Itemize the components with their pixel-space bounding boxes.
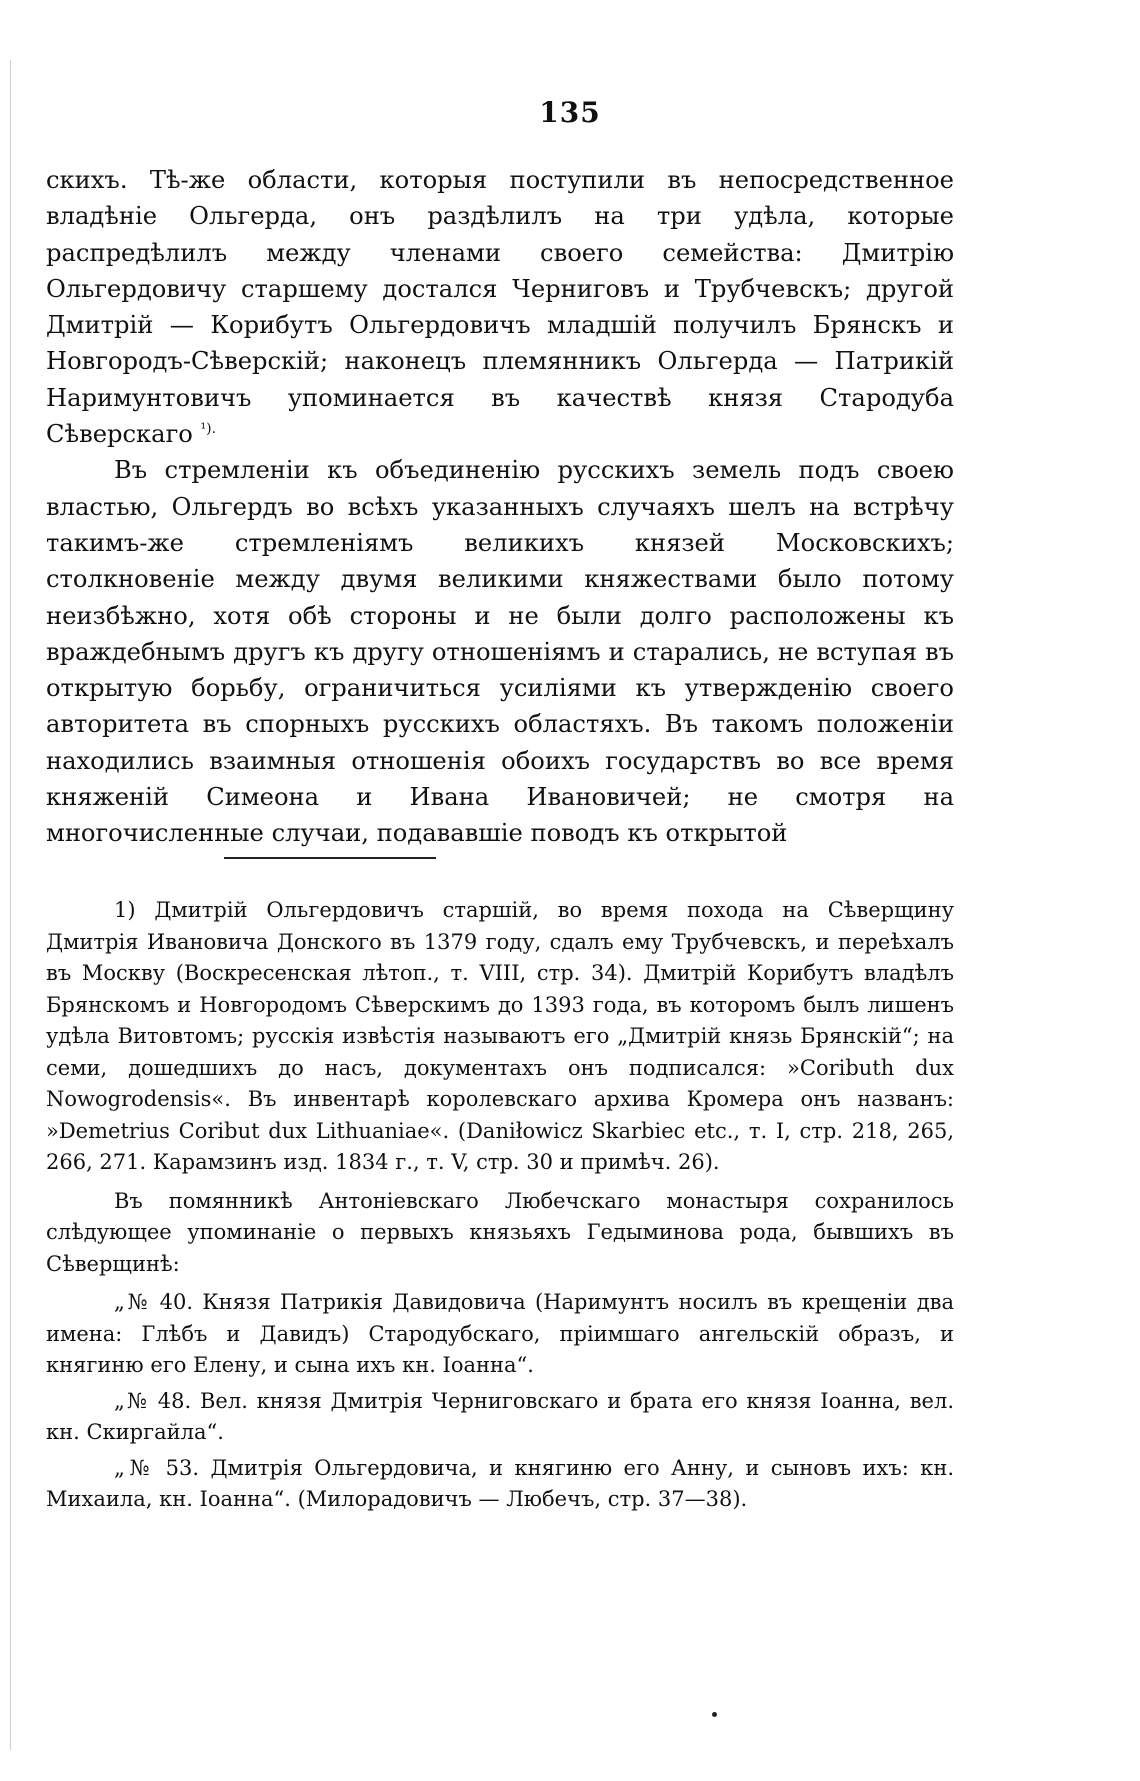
print-speck: [712, 1712, 717, 1717]
paragraph-text: скихъ. Тѣ-же области, которыя поступили въ непосредственное владѣніе Ольгерда, онъ раздѣлилъ на три удѣла, которые распредѣлилъ между членами своего семейства: Дмитрію Ольгердовичу старшему достался Черниговъ и Трубчевскъ; другой Дмитрій — Корибутъ Ольгердовичъ младшій получилъ Брянскъ и Новгородъ-Сѣверскій; наконецъ племянникъ Ольгерда — Патрикій Наримунтовичъ упоминается въ качествѣ князя Стародуба Сѣверскаго: [46, 166, 954, 449]
footnote-quote: „№ 53. Дмитрія Ольгердовича, и княгиню его Анну, и сыновъ ихъ: кн. Михаила, кн. Іоанна“. (Милорадовичъ — Любечъ, стр. 37—38).: [46, 1455, 954, 1511]
footnote: 1) Дмитрій Ольгердовичъ старшій, во время похода на Сѣверщину Дмитрія Ивановича Донского въ 1379 году, сдалъ ему Трубчевскъ, и переѣхалъ въ Москву (Воскресенская лѣтоп., т. VIII, стр. 34). Дмитрій Корибутъ владѣлъ Брянскомъ и Новгородомъ Сѣверскимъ до 1393 года, въ которомъ былъ лишенъ удѣла Витовтомъ; русскія извѣстія называютъ его „Дмитрій князь Брянскій“; на семи, дошедшихъ до насъ, документахъ онъ подписался: »Coributh dux Nowogrodensis«. Въ инвентарѣ королевскаго архива Кромера онъ названъ: »Demetrius Coribut dux Lithuaniae«. (Daniłowicz Skarbiec etc., т. I, стр. 218, 265, 266, 271. Карамзинъ изд. 1834 г., т. V, стр. 30 и примѣч. 26).: [46, 898, 954, 1174]
main-text: [46, 162, 954, 852]
footnote-paragraph: Въ помянникѣ Антоніевскаго Любечскаго монастыря сохранилось слѣдующее упоминаніе о первыхъ князьяхъ Гедыминова рода, бывшихъ въ Сѣверщинѣ:: [46, 1188, 954, 1276]
footnote-quote: „№ 40. Князя Патрикія Давидовича (Наримунтъ носилъ въ крещеніи два имена: Глѣбъ и Давидъ) Стародубскаго, пріимшаго ангельскій образъ, и княгиню его Елену, и сына ихъ кн. Іоанна“.: [46, 1290, 954, 1377]
footnote-separator: [224, 857, 436, 859]
footnotes: [46, 895, 954, 1516]
footnote-reference: ¹).: [200, 421, 217, 438]
paragraph: [46, 162, 954, 452]
page-edge-line: [10, 60, 11, 1750]
page-number: 135: [539, 96, 601, 129]
footnote-quote: „№ 48. Вел. князя Дмитрія Черниговскаго и брата его князя Іоанна, вел. кн. Скиргайла“.: [46, 1388, 954, 1444]
paragraph: Въ стремленіи къ объединенію русскихъ земель подъ своею властью, Ольгердъ во всѣхъ указанныхъ случаяхъ шелъ на встрѣчу такимъ-же стремленіямъ великихъ князей Московскихъ; столкновеніе между двумя великими княжествами было потому неизбѣжно, хотя обѣ стороны и не были долго расположены къ враждебнымъ другъ къ другу отношеніямъ и старались, не вступая въ открытую борьбу, ограничиться усиліями къ утвержденію своего авторитета въ спорныхъ русскихъ областяхъ. Въ такомъ положеніи находились взаимныя отношенія обоихъ государствъ во все время княженій Симеона и Ивана Ивановичей; не смотря на многочисленные случаи, подававшіе поводъ къ открытой: [46, 456, 954, 848]
